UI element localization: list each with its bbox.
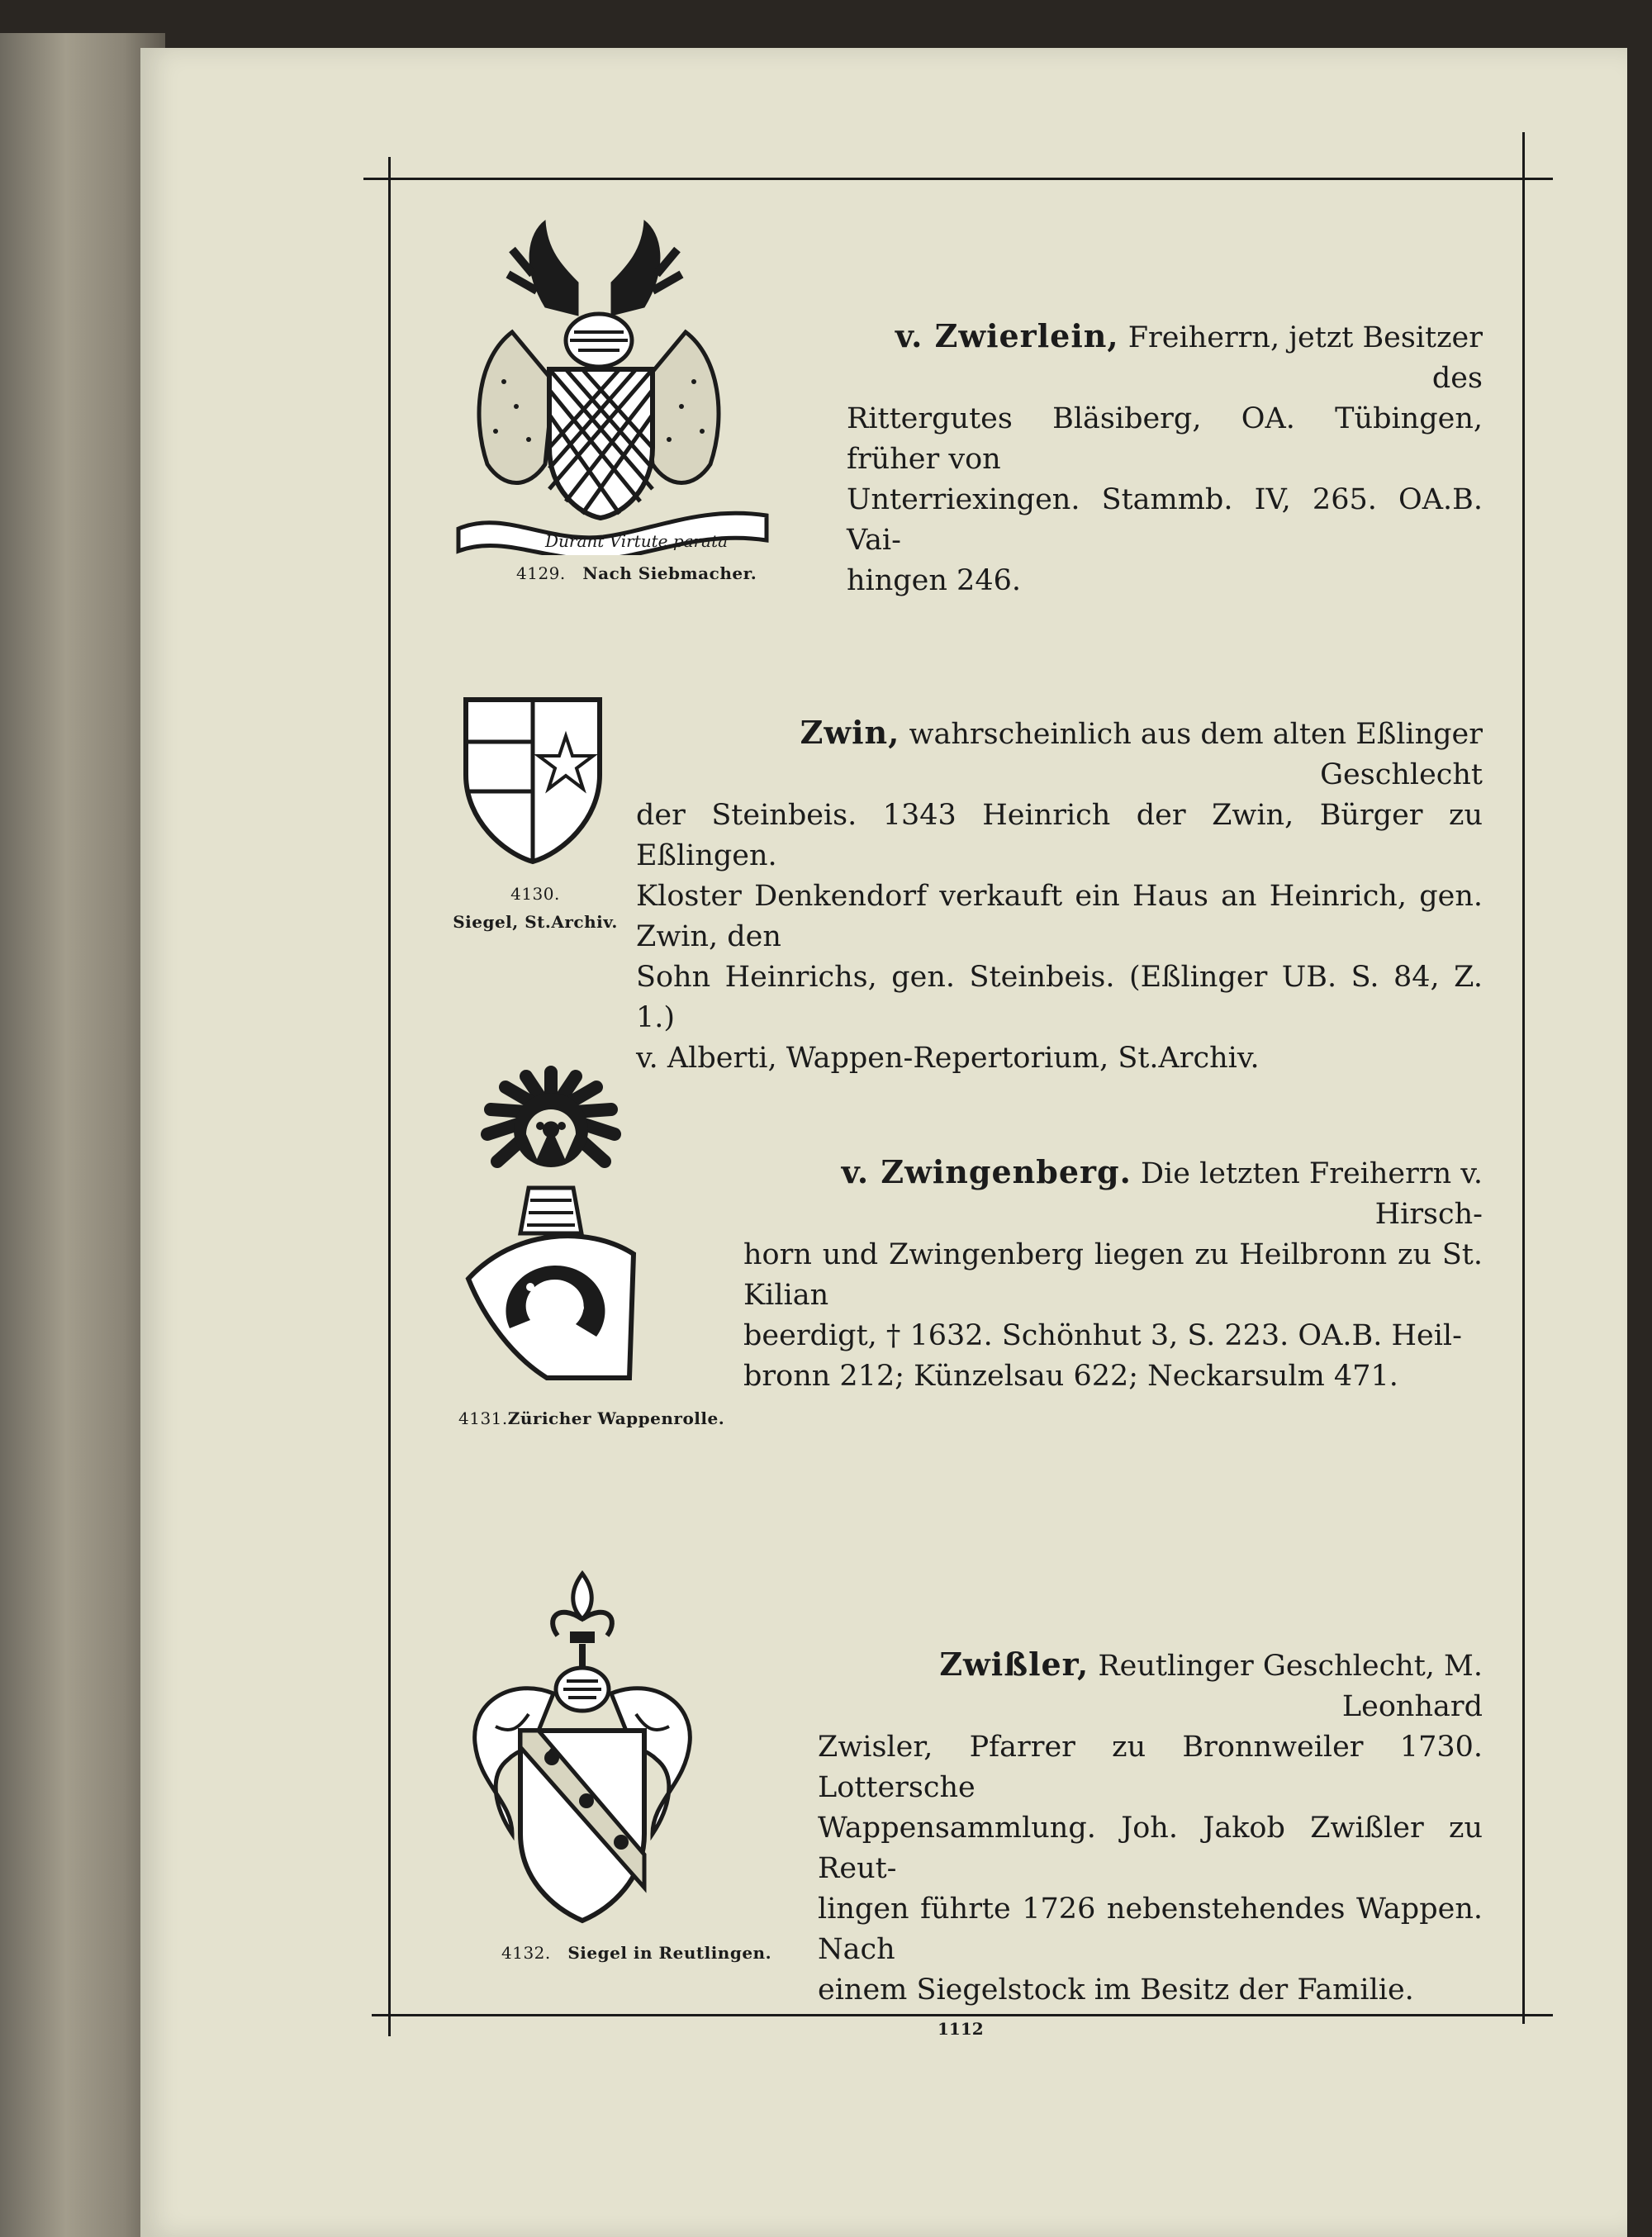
- entry-line-first: [818, 1644, 1483, 1727]
- figure-number: 4130.: [510, 884, 560, 904]
- entry-line-first: [636, 712, 1483, 796]
- entry-line: Sohn Heinrichs, gen. Steinbeis. (Eßlinger UB. S. 84, Z. 1.): [636, 961, 1483, 1034]
- figure-caption-4132: [501, 1943, 771, 1963]
- coat-of-arms-zwissler: [463, 1570, 702, 1933]
- entry-line: v. Alberti, Wappen-Repertorium, St.Archiv.: [636, 1042, 1260, 1075]
- coat-of-arms-zwierlein: [454, 216, 785, 555]
- entry-line: Zwisler, Pfarrer zu Bronnweiler 1730. Lottersche: [818, 1731, 1483, 1804]
- figure-caption-4130: [453, 880, 618, 936]
- frame-bottom-rule: [372, 2014, 1553, 2016]
- figure-caption-4129: [516, 563, 757, 583]
- figure-source: Siegel in Reutlingen.: [567, 1943, 772, 1963]
- coat-of-arms-zwin: [463, 696, 603, 866]
- entry-line-first: [847, 316, 1483, 399]
- figure-number: 4131.: [458, 1408, 508, 1428]
- entry-line-first: [743, 1152, 1483, 1235]
- entry-line: horn und Zwingenberg liegen zu Heilbronn zu St. Kilian: [743, 1238, 1483, 1312]
- entry-line: bronn 212; Künzelsau 622; Neckarsulm 471.: [743, 1360, 1398, 1393]
- entry-name: Zwin,: [800, 714, 900, 751]
- figure-number: 4132.: [501, 1943, 551, 1963]
- entry-line: hingen 246.: [847, 564, 1021, 597]
- motto-text: Durant Virtute parata: [545, 531, 729, 551]
- figure-source: Siegel, St.Archiv.: [453, 912, 618, 932]
- figure-caption-4131: [458, 1408, 724, 1428]
- entry-line: wahrscheinlich aus dem alten Eßlinger Geschlecht: [909, 718, 1483, 791]
- entry-line: lingen führte 1726 nebenstehendes Wappen. Nach: [818, 1893, 1483, 1966]
- entry-line: Rittergutes Bläsiberg, OA. Tübingen, früher von: [847, 402, 1483, 476]
- entry-zwin: [636, 712, 1483, 1079]
- entry-line: der Steinbeis. 1343 Heinrich der Zwin, Bürger zu Eßlingen.: [636, 799, 1483, 872]
- page-number: 1112: [938, 2019, 984, 2039]
- entry-line: Unterriexingen. Stammb. IV, 265. OA.B. Vai-: [847, 483, 1483, 557]
- frame-left-rule: [388, 157, 391, 2036]
- figure-number: 4129.: [516, 563, 566, 583]
- entry-name: Zwißler,: [939, 1646, 1089, 1683]
- entry-zwierlein: [847, 316, 1483, 601]
- entry-zwissler: [818, 1644, 1483, 2011]
- frame-right-rule: [1522, 132, 1525, 2024]
- entry-line: Kloster Denkendorf verkauft ein Haus an Heinrich, gen. Zwin, den: [636, 880, 1483, 953]
- frame-top-rule: [363, 178, 1553, 180]
- entry-name: v. Zwingenberg.: [841, 1153, 1132, 1190]
- entry-line: Freiherrn, jetzt Besitzer des: [1127, 321, 1483, 395]
- coat-of-arms-zwingenberg: [464, 1064, 638, 1390]
- figure-source: Züricher Wappenrolle.: [507, 1408, 725, 1428]
- entry-line: beerdigt, † 1632. Schönhut 3, S. 223. OA.B. Heil-: [743, 1319, 1462, 1352]
- entry-name: v. Zwierlein,: [895, 317, 1119, 354]
- figure-source: Nach Siebmacher.: [582, 563, 757, 583]
- entry-line: Reutlinger Geschlecht, M. Leonhard: [1098, 1650, 1483, 1723]
- entry-zwingenberg: [743, 1152, 1483, 1397]
- entry-line: einem Siegelstock im Besitz der Familie.: [818, 1973, 1414, 2007]
- entry-line: Wappensammlung. Joh. Jakob Zwißler zu Reut-: [818, 1812, 1483, 1885]
- entry-line: Die letzten Freiherrn v. Hirsch-: [1140, 1157, 1483, 1231]
